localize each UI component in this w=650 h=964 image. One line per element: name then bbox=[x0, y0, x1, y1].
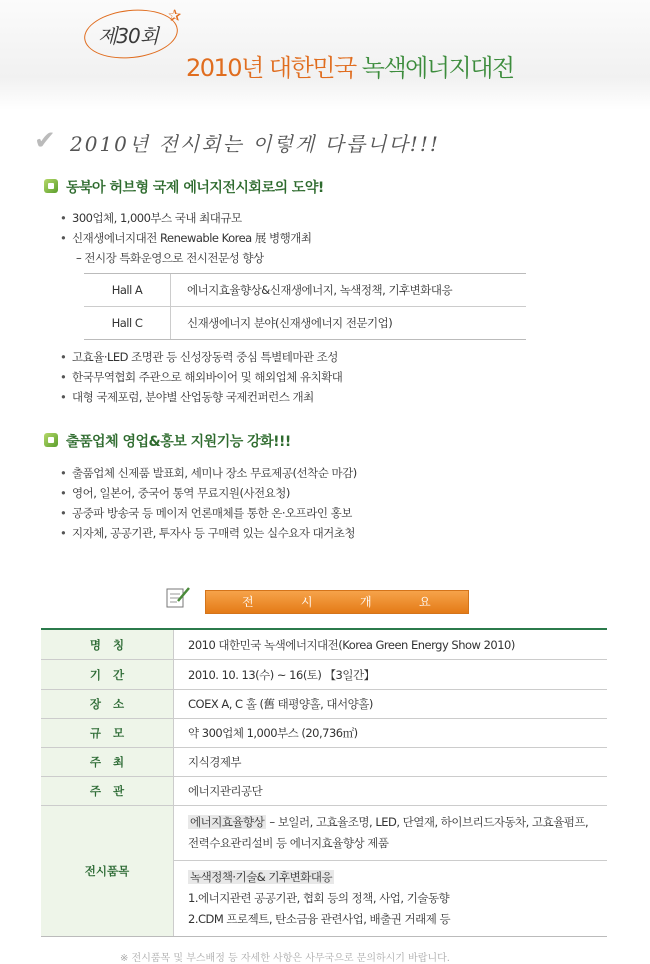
check-icon: ✔ bbox=[34, 126, 56, 156]
section1-bullets-top bbox=[60, 208, 311, 268]
list-item: • 공중파 방송국 등 메이저 언론매체를 통한 온·오프라인 홍보 bbox=[60, 506, 352, 520]
row-label: 장소 bbox=[41, 690, 174, 718]
table-row bbox=[41, 748, 607, 777]
section1-bullets-bottom bbox=[60, 347, 342, 407]
event-title-part2: 녹색에너지대전 bbox=[361, 54, 514, 82]
section1-title: 동북아 허브형 국제 에너지전시회로의 도약! bbox=[66, 180, 324, 196]
hall-desc: 에너지효율향상&신재생에너지, 녹색정책, 기후변화대응 bbox=[187, 283, 453, 297]
overview-table bbox=[41, 628, 607, 937]
row-label: 규모 bbox=[41, 719, 174, 747]
row-label: 전시품목 bbox=[41, 806, 174, 936]
row-label: 주최 bbox=[41, 748, 174, 776]
hall-name: Hall A bbox=[84, 274, 171, 306]
section2-title: 출품업체 영업&홍보 지원기능 강화!!! bbox=[66, 434, 291, 450]
section-bullet-icon bbox=[44, 433, 58, 447]
banner-char: 시 bbox=[301, 595, 313, 609]
table-row bbox=[84, 274, 526, 306]
row-label: 주관 bbox=[41, 777, 174, 805]
exhibit-category: 에너지효율향상 bbox=[190, 815, 265, 829]
list-item: • 영어, 일본어, 중국어 통역 무료지원(사전요청) bbox=[60, 486, 290, 500]
exhibit-category: 녹색정책·기술& 기후변화대응 bbox=[190, 870, 333, 884]
row-value: COEX A, C 홀 (舊 태평양홀, 대서양홀) bbox=[188, 697, 373, 711]
star-icon: ✰ bbox=[168, 6, 182, 25]
row-label: 기간 bbox=[41, 660, 174, 689]
event-title-part1: 2010년 대한민국 bbox=[186, 54, 356, 82]
list-item: • 대형 국제포럼, 분야별 산업동향 국제컨퍼런스 개최 bbox=[60, 390, 314, 404]
banner-char: 요 bbox=[419, 595, 431, 609]
subtitle: 2010년 전시회는 이렇게 다릅니다!!! bbox=[70, 132, 440, 156]
table-row bbox=[41, 630, 607, 660]
exhibit-block: 녹색정책·기술& 기후변화대응 1.에너지관련 공공기관, 협회 등의 정책, 사업, 기술동향 2.CDM 프로젝트, 탄소금융 관련사업, 배출권 거래제 등 bbox=[174, 860, 607, 936]
row-value bbox=[174, 806, 607, 936]
edition-label: 제30회 bbox=[98, 24, 159, 48]
section-bullet-icon bbox=[44, 179, 58, 193]
list-item: • 신재생에너지대전 Renewable Korea 展 병행개최 bbox=[60, 231, 312, 245]
overview-banner bbox=[205, 590, 469, 614]
hall-name: Hall C bbox=[84, 307, 171, 339]
row-value: 2010 대한민국 녹색에너지대전(Korea Green Energy Show 2010) bbox=[188, 637, 515, 652]
list-item: • 한국무역협회 주관으로 해외바이어 및 해외업체 유치확대 bbox=[60, 370, 343, 384]
row-value: 지식경제부 bbox=[188, 755, 242, 769]
table-row bbox=[84, 306, 526, 339]
footer-note: ※ 전시품목 및 부스배정 등 자세한 사항은 사무국으로 문의하시기 바랍니다. bbox=[120, 953, 450, 964]
event-title bbox=[186, 48, 514, 83]
list-item: • 지자체, 공공기관, 투자사 등 구매력 있는 실수요자 대거초청 bbox=[60, 526, 356, 540]
table-row bbox=[41, 777, 607, 806]
table-row bbox=[41, 806, 607, 936]
banner-char: 전 bbox=[242, 595, 254, 609]
row-label: 명칭 bbox=[41, 630, 174, 659]
exhibit-block: 에너지효율향상 – 보일러, 고효율조명, LED, 단열재, 하이브리드자동차, 고효율펌프, 전력수요관리설비 등 에너지효율향상 제품 bbox=[188, 815, 589, 850]
list-sub-item: – 전시장 특화운영으로 전시전문성 향상 bbox=[76, 251, 264, 265]
row-value: 에너지관리공단 bbox=[188, 784, 263, 798]
list-item: • 300업체, 1,000부스 국내 최대규모 bbox=[60, 211, 242, 225]
list-item: • 출품업체 신제품 발표회, 세미나 장소 무료제공(선착순 마감) bbox=[60, 466, 357, 480]
hall-desc: 신재생에너지 분야(신재생에너지 전문기업) bbox=[187, 316, 393, 330]
row-value: 2010. 10. 13(수) ~ 16(토) 【3일간】 bbox=[188, 667, 375, 682]
table-row bbox=[41, 690, 607, 719]
banner-char: 개 bbox=[360, 595, 372, 609]
table-row bbox=[41, 719, 607, 748]
row-value: 약 300업체 1,000부스 (20,736㎡) bbox=[188, 726, 358, 740]
table-row bbox=[41, 660, 607, 690]
memo-pencil-icon bbox=[164, 585, 192, 609]
section2-bullets bbox=[60, 463, 357, 543]
hall-table bbox=[84, 273, 526, 340]
list-item: • 고효율·LED 조명관 등 신성장동력 중심 특별테마관 조성 bbox=[60, 350, 338, 364]
